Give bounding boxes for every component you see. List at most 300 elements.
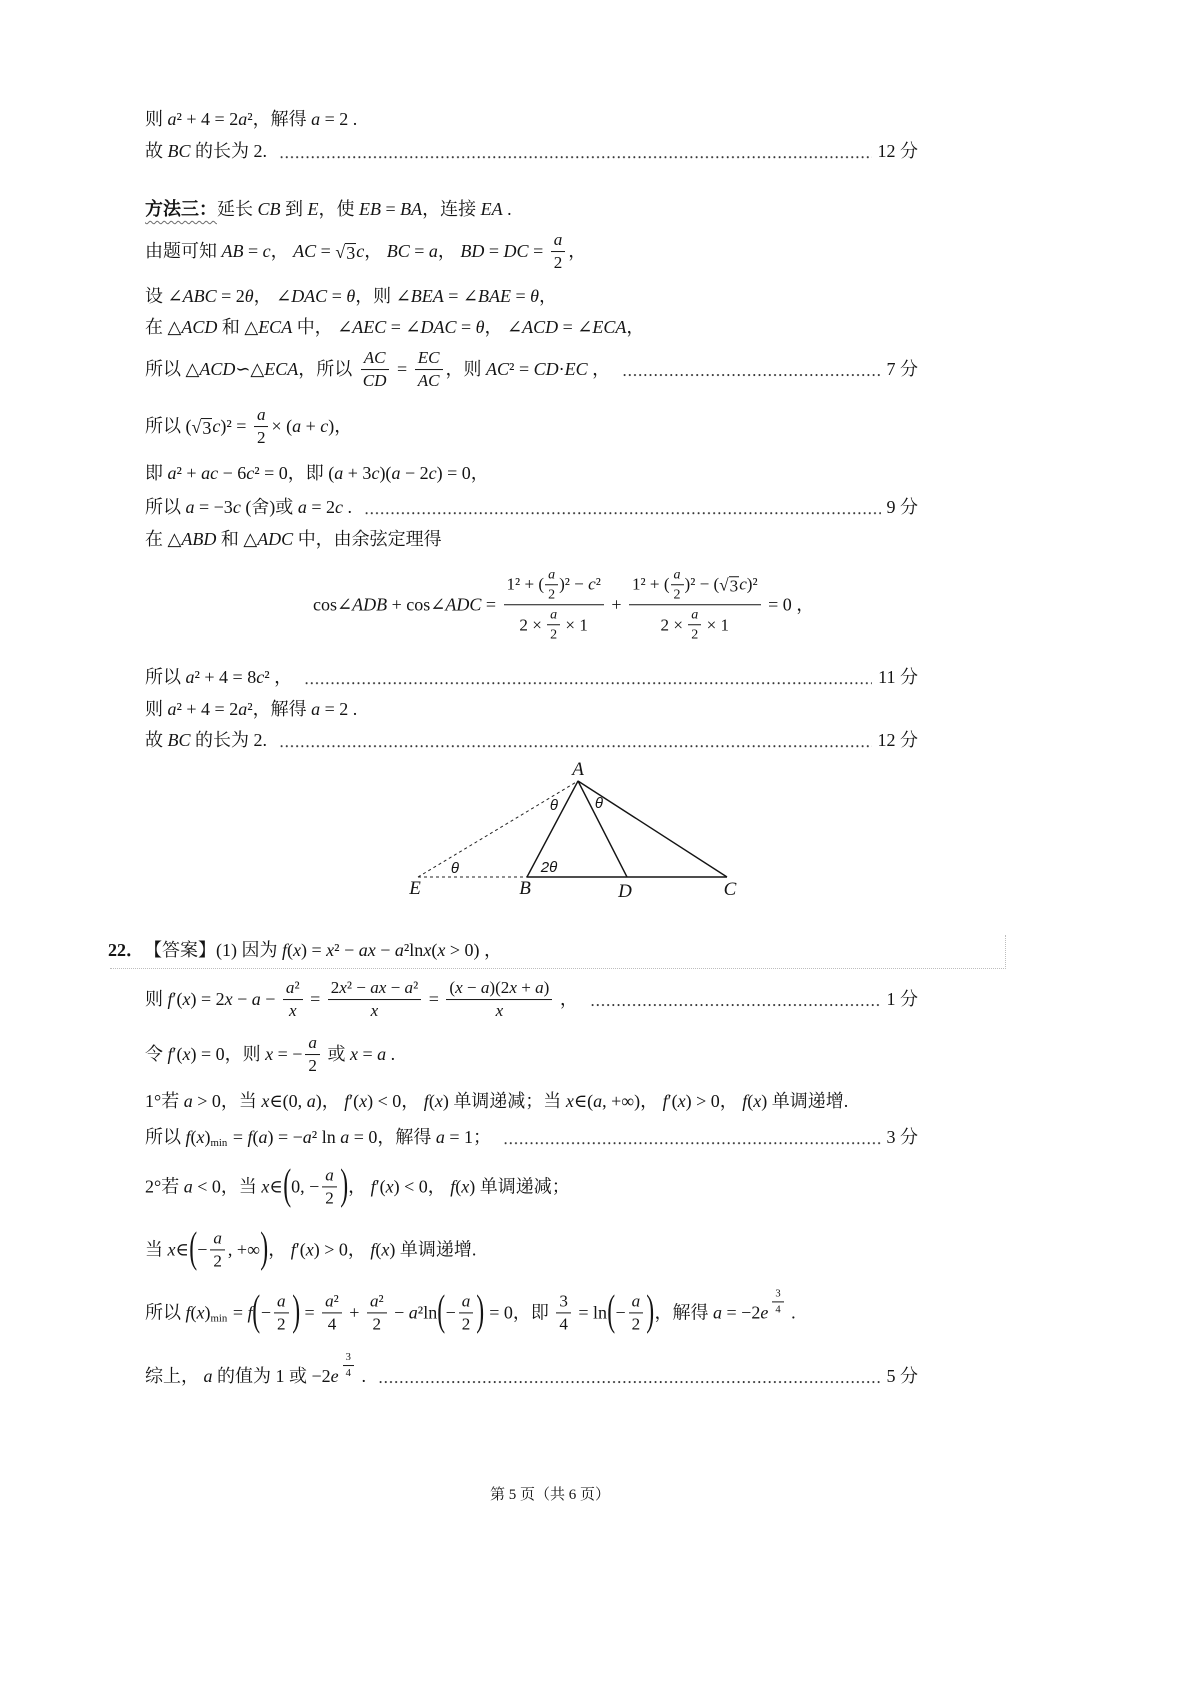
math-run: f′(x) > 0	[290, 1239, 348, 1260]
math-variable: a	[334, 463, 344, 484]
math-run: a² + 4 = 2a²	[167, 699, 253, 720]
math-run: a² + 4 = 8c²	[185, 667, 270, 688]
math-run: −	[197, 1239, 208, 1260]
solution-line-2	[145, 141, 918, 163]
denominator	[415, 371, 443, 391]
text-run: (舍)或	[240, 497, 298, 518]
math-variable: ACD	[199, 359, 236, 380]
text-run: 所以	[145, 416, 186, 437]
math-variable: a	[311, 699, 321, 720]
math-variable: f	[185, 1302, 191, 1323]
math-run: 2	[308, 1056, 317, 1076]
math-variable: CB	[257, 199, 281, 220]
right-paren: )	[476, 1287, 485, 1335]
text-run: ，解得	[654, 1302, 714, 1323]
math-run: △ABD	[167, 529, 217, 550]
text-run: ，所以	[298, 359, 357, 380]
score-label: 5 分	[886, 1366, 918, 1387]
text-run: ，	[270, 241, 294, 262]
math-variable: ax	[358, 940, 376, 961]
math-variable: a	[238, 699, 248, 720]
dot-leader	[590, 1003, 881, 1007]
solution-line-23	[145, 1287, 796, 1335]
score-label: 1 分	[886, 989, 918, 1010]
math-variable: a	[302, 1127, 312, 1148]
math-run: , +∞	[227, 1239, 260, 1260]
denominator	[545, 585, 558, 602]
numerator	[305, 1034, 320, 1055]
math-run: (1)	[216, 940, 237, 961]
dot-leader	[364, 511, 881, 515]
math-run: ln	[423, 1302, 438, 1323]
math-variable: a	[285, 978, 295, 998]
math-run: △ECA	[244, 317, 293, 338]
math-variable: ECA	[264, 359, 299, 380]
math-variable: x	[182, 1044, 191, 1065]
text-run: ，即	[512, 1302, 554, 1323]
math-variable: a	[548, 567, 556, 583]
math-variable: CD	[533, 359, 559, 380]
text-run: .	[348, 109, 358, 130]
text-run: .	[502, 199, 512, 220]
math-variable: ADC	[257, 529, 294, 550]
math-run	[289, 1003, 297, 1021]
math-variable: a	[394, 940, 404, 961]
math-variable: a	[550, 607, 558, 623]
math-variable: x	[167, 1239, 176, 1260]
math-variable: f	[742, 1091, 748, 1112]
math-run: x = −	[265, 1044, 303, 1065]
text-run: 在	[145, 529, 168, 550]
math-variable: AC	[293, 241, 317, 262]
math-run: 2 ×	[660, 614, 688, 634]
text-run: ，	[437, 241, 461, 262]
math-run: a²	[325, 1291, 339, 1311]
math-variable: a	[251, 989, 261, 1010]
math-variable: ax	[370, 978, 387, 998]
math-run: −	[615, 1302, 626, 1323]
math-variable: a	[391, 463, 401, 484]
math-run: a = 2c	[297, 497, 343, 518]
denominator	[629, 1313, 644, 1333]
math-run: 1°	[145, 1091, 162, 1112]
text-run: 和	[216, 529, 244, 550]
right-paren: )	[646, 1287, 655, 1335]
text-run: 所以	[145, 1127, 186, 1148]
math-variable: a	[461, 1291, 471, 1311]
math-run	[204, 1366, 213, 1388]
triangle-figure	[400, 755, 750, 900]
math-variable: c	[212, 416, 221, 437]
text-run: 令	[145, 1044, 168, 1065]
math-run: 2°	[145, 1176, 162, 1197]
text-run: ，连接	[422, 199, 481, 220]
math-variable: EC	[564, 359, 588, 380]
text-run: ，	[269, 667, 293, 688]
fraction	[504, 567, 604, 643]
math-variable: BD	[460, 241, 485, 262]
text-run: .	[786, 1302, 796, 1323]
math-variable: EB	[359, 199, 382, 220]
text-run: 则	[145, 109, 168, 130]
math-variable: x	[288, 1001, 297, 1021]
math-run: −	[260, 1302, 272, 1323]
math-run: 2x² − ax − a²	[330, 978, 419, 998]
fraction	[322, 1166, 337, 1208]
math-run: =	[481, 594, 501, 615]
math-variable: c	[588, 574, 596, 594]
math-run: −	[445, 1302, 456, 1323]
math-variable: a	[377, 1044, 387, 1065]
dot-leader	[279, 744, 871, 748]
math-run: +	[344, 1302, 364, 1323]
denominator	[551, 253, 566, 273]
text-run: ，	[348, 1176, 371, 1197]
radicand: 3	[202, 418, 212, 439]
math-run: a = 2	[311, 699, 349, 720]
text-run: ，	[401, 1091, 424, 1112]
math-run: a = −2e	[713, 1302, 769, 1323]
math-variable: c	[320, 416, 329, 437]
denominator	[370, 1313, 385, 1333]
text-run: ，	[568, 241, 587, 262]
math-run: 2	[550, 627, 558, 643]
math-variable: x	[261, 1176, 270, 1197]
math-variable: a	[183, 1091, 193, 1112]
text-run: ，	[791, 594, 815, 615]
fraction	[305, 1034, 320, 1076]
text-run: .	[386, 1044, 396, 1065]
math-variable: BEA	[410, 286, 444, 307]
fraction	[629, 567, 761, 643]
math-variable: x	[437, 940, 446, 961]
math-variable: x	[455, 978, 463, 998]
denominator	[360, 371, 390, 391]
text-run: 的长为 2.	[190, 730, 268, 751]
fraction	[415, 349, 443, 391]
math-run: 2	[277, 1314, 286, 1334]
numerator	[629, 1292, 644, 1313]
math-variable: x	[196, 1302, 205, 1323]
solution-line-17	[145, 979, 918, 1021]
math-run: 3	[345, 1352, 351, 1364]
math-variable: θ	[475, 317, 485, 338]
math-run: AC² = CD·EC	[486, 359, 588, 380]
math-variable: e	[330, 1366, 339, 1387]
numerator	[343, 1352, 354, 1366]
math-run: f(x)	[450, 1176, 476, 1197]
solution-line-11	[145, 529, 442, 551]
math-variable: ACD	[181, 317, 218, 338]
math-run: 3	[775, 1288, 781, 1300]
text-run: 若	[161, 1176, 184, 1197]
math-run: BC = a	[386, 241, 438, 262]
denominator	[325, 1313, 340, 1333]
math-variable: f	[370, 1239, 376, 1260]
denominator	[305, 1056, 320, 1076]
numerator	[688, 608, 701, 626]
solution-line-24	[145, 1352, 918, 1391]
math-run: ∠AEC = ∠DAC = θ	[337, 317, 485, 338]
text-run: ，	[719, 1091, 743, 1112]
text-run: ，则	[445, 359, 487, 380]
math-variable: a	[340, 1127, 350, 1148]
denominator	[254, 428, 269, 448]
text-run: 单调递减；	[475, 1176, 570, 1197]
math-variable: a	[435, 1127, 445, 1148]
math-variable: DC	[503, 241, 529, 262]
math-variable: f	[423, 1091, 429, 1112]
math-run: )² −	[559, 574, 589, 594]
math-run: 2	[461, 1314, 471, 1334]
math-variable: AB	[221, 241, 244, 262]
math-run: a²	[408, 1302, 424, 1323]
math-variable: f	[344, 1091, 350, 1112]
math-run: a²	[369, 1291, 384, 1311]
denominator	[688, 626, 701, 643]
math-run: + cos	[387, 594, 431, 615]
math-variable: x	[265, 1044, 274, 1065]
math-run	[356, 241, 364, 263]
math-variable: f	[662, 1091, 668, 1112]
radical-sign: √	[335, 242, 346, 263]
math-run: f′(x) < 0	[370, 1176, 428, 1197]
solution-line-1	[145, 109, 357, 131]
math-run: a > 0	[183, 1091, 221, 1112]
solution-line-7	[145, 349, 918, 391]
text-run: 单调递减；当	[448, 1091, 566, 1112]
math-variable: c	[371, 463, 380, 484]
math-variable: x	[381, 1239, 390, 1260]
solution-line-10	[145, 497, 918, 519]
dot-leader	[622, 373, 880, 377]
math-variable: a	[185, 667, 195, 688]
solution-line-5	[145, 286, 557, 308]
math-variable: a	[713, 1302, 723, 1323]
math-run: x∈	[167, 1239, 189, 1260]
math-variable: x	[339, 978, 347, 998]
math-run: a² + 4 = 2a²	[167, 109, 253, 130]
text-run: ，	[555, 989, 578, 1010]
math-run: −	[389, 1302, 409, 1323]
text-run: 所以	[145, 1302, 186, 1323]
math-variable: a	[404, 978, 414, 998]
math-run	[418, 373, 440, 391]
text-run: 当	[145, 1239, 168, 1260]
solution-line-20	[145, 1127, 918, 1149]
vertex-label-C: C	[723, 879, 737, 900]
text-run: 即	[145, 463, 168, 484]
math-run: f(a) = −a²	[247, 1127, 318, 1148]
score-label: 3 分	[886, 1127, 918, 1148]
text-run: 故	[145, 141, 168, 162]
math-run: a² + ac − 6c² = 0	[167, 463, 288, 484]
radicand: 3	[346, 243, 356, 264]
numerator	[210, 1229, 225, 1250]
denominator	[658, 606, 732, 643]
math-variable: ABC	[182, 286, 217, 307]
math-run: +	[606, 594, 626, 615]
math-variable: ADB	[352, 594, 388, 615]
fraction	[629, 1292, 644, 1334]
text-run: 【答案】	[144, 940, 216, 961]
math-variable: AC	[486, 359, 510, 380]
dot-leader	[503, 1141, 880, 1145]
math-run: = 0	[763, 594, 792, 615]
text-run: 延长	[217, 199, 258, 220]
math-run	[308, 199, 319, 221]
math-run: 1² + (	[506, 574, 545, 594]
denominator	[368, 1001, 382, 1021]
math-variable: x	[753, 1091, 762, 1112]
math-variable: a	[203, 1366, 213, 1387]
math-run: 2	[548, 587, 556, 603]
math-variable: c	[232, 497, 241, 518]
math-run: 2	[256, 428, 266, 448]
text-run: ，	[321, 1091, 345, 1112]
math-run	[739, 576, 747, 594]
angle-label-BAE: θ	[549, 797, 559, 814]
text-run: ，使	[318, 199, 360, 220]
math-run: f(x)	[185, 1302, 211, 1323]
text-run: 所以	[145, 497, 186, 518]
math-run: 2	[691, 627, 699, 643]
math-variable: ECA	[592, 317, 627, 338]
numerator	[545, 567, 558, 585]
fraction	[772, 1288, 783, 1316]
math-variable: f	[247, 1127, 253, 1148]
numerator	[322, 1166, 337, 1187]
math-variable: a	[167, 109, 177, 130]
math-variable: ADC	[445, 594, 482, 615]
text-run: ，	[479, 940, 502, 961]
math-variable: x	[305, 1239, 314, 1260]
math-run: BD = DC =	[460, 241, 548, 262]
text-run: ，解得	[377, 1127, 436, 1148]
math-run: △ADC	[243, 529, 294, 550]
math-run: f′(x) < 0	[344, 1091, 402, 1112]
text-run: .	[342, 497, 352, 518]
math-run: ∠ABC = 2θ	[167, 286, 254, 307]
score-label: 11 分	[878, 667, 918, 688]
math-variable: x	[326, 940, 335, 961]
text-run: 所以	[145, 359, 186, 380]
radical-sign: √	[719, 575, 729, 595]
math-run	[258, 199, 281, 221]
text-run: 或	[322, 1044, 350, 1065]
fraction	[343, 1352, 354, 1380]
math-run	[257, 406, 266, 424]
fraction	[547, 608, 560, 643]
math-run: )²	[746, 574, 758, 594]
text-run: ，	[484, 317, 508, 338]
math-run	[496, 1003, 504, 1021]
math-run: −2e	[311, 1366, 339, 1387]
text-run: 若	[161, 1091, 184, 1112]
math-run: ∠BEA = ∠BAE = θ	[395, 286, 540, 307]
superscript	[769, 1288, 786, 1316]
vertex-label-A: A	[572, 759, 584, 780]
math-run: 2	[372, 1314, 382, 1334]
math-variable: a	[258, 1127, 268, 1148]
math-run: (a + 3c)(a − 2c) = 0	[328, 463, 471, 484]
denominator	[547, 626, 560, 643]
math-run: a < 0	[183, 1176, 221, 1197]
text-run: 则	[145, 989, 168, 1010]
math-run: f(x) = x² − ax − a²	[282, 940, 410, 961]
math-run: × (a + c)	[271, 416, 335, 437]
math-run	[691, 608, 698, 623]
math-run: 0, −	[291, 1176, 320, 1197]
section-divider	[110, 935, 1006, 969]
text-run: 则	[145, 699, 168, 720]
fraction	[328, 979, 421, 1021]
text-run: ，解得	[252, 699, 312, 720]
math-run: f(x)	[370, 1239, 396, 1260]
math-run: a = −3c	[185, 497, 241, 518]
math-run	[462, 1292, 471, 1310]
math-run	[308, 1034, 317, 1052]
math-variable: x	[677, 1091, 686, 1112]
radical-sign: √	[191, 417, 202, 438]
denominator	[556, 1313, 571, 1333]
math-variable: a	[631, 1291, 641, 1311]
text-run: 单调递增.	[395, 1239, 477, 1260]
math-variable: f	[290, 1239, 296, 1260]
numerator	[671, 567, 684, 585]
numerator	[547, 608, 560, 626]
math-run: f(x)	[185, 1127, 211, 1148]
math-variable: x	[224, 989, 233, 1010]
math-run	[213, 1229, 222, 1247]
math-variable: a	[167, 699, 177, 720]
math-run: ln	[317, 1127, 341, 1148]
math-run: ∠ACD = ∠ECA	[507, 317, 627, 338]
math-variable: x	[385, 1176, 394, 1197]
angle-label-DAC: θ	[594, 795, 604, 812]
math-variable: EC	[417, 348, 440, 368]
math-variable: f	[167, 1044, 173, 1065]
numerator	[328, 979, 421, 1000]
solution-line-4	[145, 231, 586, 273]
numerator	[415, 349, 443, 370]
math-variable: x	[423, 940, 432, 961]
math-run: =	[305, 989, 325, 1010]
text-run: ，	[640, 1091, 663, 1112]
left-paren: (	[189, 1224, 197, 1272]
math-run	[168, 141, 191, 163]
dot-leader	[279, 155, 871, 159]
math-run: c)² =	[212, 416, 251, 437]
superscript	[340, 1352, 357, 1380]
text-run: ，即	[287, 463, 329, 484]
math-run: f(x)	[423, 1091, 449, 1112]
math-variable: x	[565, 1091, 574, 1112]
math-run: f′(x) = 2x − a −	[167, 989, 280, 1010]
math-variable: f	[282, 940, 288, 961]
text-run: 的值为 1 或	[212, 1366, 312, 1387]
math-variable: a	[311, 109, 321, 130]
text-run: ，	[427, 1176, 451, 1197]
denominator	[459, 1313, 474, 1333]
solution-line-8	[145, 406, 352, 448]
math-run: 2	[673, 587, 681, 603]
math-variable: AC	[363, 348, 386, 368]
math-run	[674, 567, 681, 582]
math-variable: f	[370, 1176, 376, 1197]
square-root	[335, 241, 356, 263]
math-run	[550, 608, 557, 623]
